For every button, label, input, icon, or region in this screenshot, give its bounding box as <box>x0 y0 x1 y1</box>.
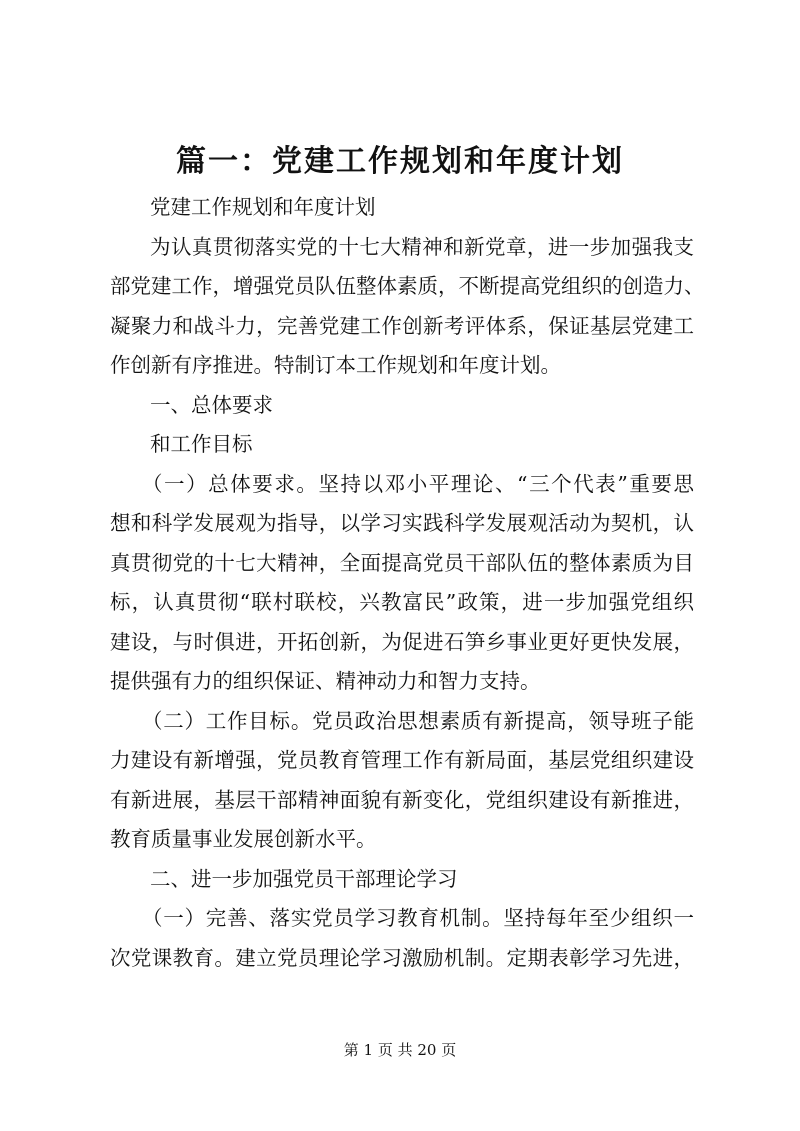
paragraph-line: 有新进展，基层干部精神面貌有新变化，党组织建设有新推进， <box>110 787 694 812</box>
section-heading: 二、进一步加强党员干部理论学习 <box>150 866 458 891</box>
paragraph-line: 力建设有新增强，党员教育管理工作有新局面，基层党组织建设 <box>110 748 694 772</box>
paragraph-line: 提供强有力的组织保证、精神动力和智力支持。 <box>110 669 541 693</box>
document-title: 篇一：党建工作规划和年度计划 <box>176 144 624 179</box>
page-number-footer: 第 1 页 共 20 页 <box>343 1041 457 1059</box>
paragraph-line: （一）完善、落实党员学习教育机制。坚持每年至少组织一 <box>142 906 694 930</box>
paragraph-line: 凝聚力和战斗力，完善党建工作创新考评体系，保证基层党建工 <box>110 313 694 338</box>
paragraph-line: 标，认真贯彻“联村联校，兴教富民”政策，进一步加强党组织 <box>110 590 694 614</box>
paragraph-line: 为认真贯彻落实党的十七大精神和新党章，进一步加强我支 <box>150 234 694 259</box>
section-heading: 一、总体要求 <box>150 392 273 417</box>
section-heading: 和工作目标 <box>150 432 253 456</box>
paragraph-line: 党建工作规划和年度计划 <box>150 195 376 219</box>
paragraph-line: （二）工作目标。党员政治思想素质有新提高，领导班子能 <box>142 708 694 733</box>
paragraph-line: （一）总体要求。坚持以邓小平理论、“三个代表”重要思 <box>142 471 694 496</box>
paragraph-line: 建设，与时俱进，开拓创新，为促进石笋乡事业更好更快发展， <box>110 629 694 654</box>
paragraph-line: 部党建工作，增强党员队伍整体素质，不断提高党组织的创造力、 <box>110 274 705 298</box>
paragraph-line: 作创新有序推进。特制订本工作规划和年度计划。 <box>110 353 561 377</box>
paragraph-line: 教育质量事业发展创新水平。 <box>110 827 377 851</box>
paragraph-line: 次党课教育。建立党员理论学习激励机制。定期表彰学习先进， <box>110 945 694 970</box>
paragraph-line: 真贯彻党的十七大精神，全面提高党员干部队伍的整体素质为目 <box>110 550 694 575</box>
document-body <box>110 188 705 978</box>
paragraph-line: 想和科学发展观为指导，以学习实践科学发展观活动为契机，认 <box>110 511 694 535</box>
